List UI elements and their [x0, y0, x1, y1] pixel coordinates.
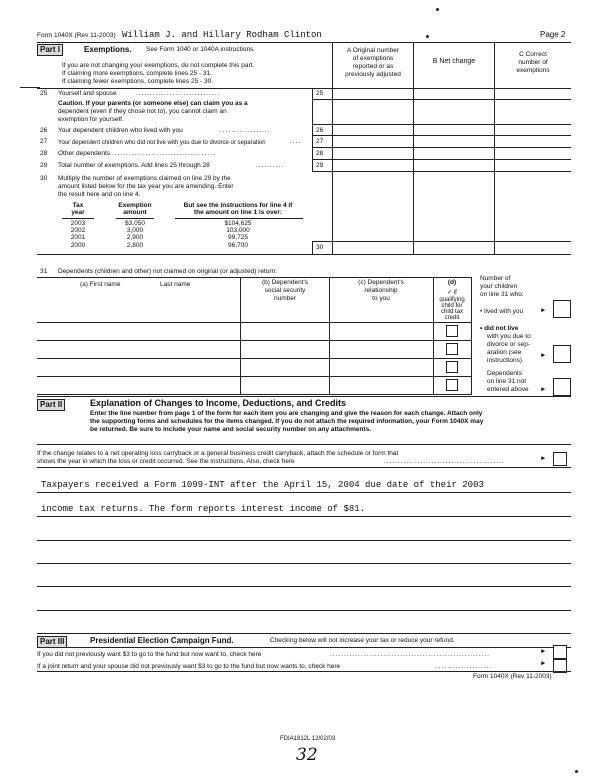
campaign-fund-checkbox[interactable] — [553, 645, 567, 659]
right-notlive-5: instructions). — [487, 357, 524, 364]
pointer-arrow-icon: ► — [540, 660, 547, 667]
line30-text-1: Multiply the number of exemptions claimed on line 29 by the — [58, 175, 231, 182]
col-a-header-4: previously adjusted — [345, 71, 401, 78]
line25-box: 25 — [316, 90, 324, 97]
footer-rule — [37, 671, 571, 672]
caution-2: dependent (even if they chose not to), you cannot claim an — [58, 108, 227, 115]
dot-leader: .................... — [436, 663, 493, 670]
year-row: 2001 — [70, 234, 86, 241]
part3-label: Part III — [37, 636, 67, 648]
explanation-rule — [37, 540, 571, 541]
year-row: 2000 — [70, 242, 86, 249]
grid-line — [312, 147, 571, 148]
col-first-name: (a) First name — [80, 281, 121, 288]
underline — [62, 218, 94, 219]
col-a-header-1: A Original number — [346, 47, 400, 54]
col-d-sub: qualifying — [439, 297, 465, 303]
dot-leader: .......... — [256, 162, 285, 169]
grid-line — [37, 467, 571, 468]
did-not-live-count-box[interactable] — [553, 345, 571, 363]
col-b-header: B Net change — [432, 58, 476, 65]
grid-line — [37, 444, 571, 445]
col-d-sub: child tax — [440, 309, 463, 315]
over-row: 99,725 — [228, 234, 248, 241]
part3-title-note: Checking below will not increase your tax or reduce your refund. — [270, 637, 455, 644]
explanation-rule — [37, 610, 571, 611]
dot-leader: .................. — [220, 127, 271, 134]
grid-line — [37, 322, 471, 323]
right-lived: • lived with you — [480, 308, 524, 315]
qualifying-child-checkbox[interactable] — [446, 325, 458, 337]
col-ssn-1: (b) Dependent's — [261, 279, 309, 286]
explanation-rule — [37, 586, 571, 587]
grid-line — [37, 340, 471, 341]
part2-label: Part II — [37, 399, 65, 411]
grid-line — [312, 159, 571, 160]
col-d: (d) — [447, 279, 457, 286]
grid-line — [312, 241, 571, 242]
dot-leader: .............................. — [136, 90, 221, 97]
col-d-sub: credit — [444, 315, 460, 321]
part1-label: Part I — [37, 44, 63, 56]
grid-line — [37, 647, 571, 648]
line31-num: 31 — [40, 268, 48, 275]
grid-line — [329, 277, 330, 395]
pointer-arrow-icon: ► — [540, 648, 547, 655]
col-rel-3: to you — [372, 295, 390, 302]
col-a-header-3: reported or as — [352, 63, 394, 70]
line25-num: 25 — [40, 90, 48, 97]
col-d-sub: child for — [441, 303, 463, 309]
part1-title: Exemptions. — [84, 45, 132, 54]
grid-line — [37, 394, 471, 395]
line27-text: Your dependent children who did not live with you due to divorce or separation — [58, 140, 266, 146]
col-c-header-1: C Correct — [519, 51, 547, 58]
explanation-rule — [37, 516, 571, 517]
part1-intro-3: If claiming fewer exemptions, complete lines 25 - 30. — [62, 78, 214, 85]
col-c-header-2: number of — [518, 59, 548, 66]
dot-leader: ........................................... — [384, 458, 505, 465]
amount-row: 2,800 — [126, 242, 144, 249]
explanation-line-2: income tax returns. The form reports interest income of $81. — [41, 504, 366, 514]
right-notlive-2: with you due to — [487, 333, 531, 340]
line30-text-2: amount listed below for the tax year you are amending. Enter — [58, 183, 234, 190]
grid-line — [312, 99, 571, 100]
grid-line — [471, 277, 472, 395]
line31-text: Dependents (children and other) not claimed on original (or adjusted) return: — [58, 268, 277, 275]
hdr-note-1: But see the instructions for line 4 if — [183, 202, 293, 209]
carryback-2: shows the year in which the loss or credit occurred. See the instructions. Also, check here — [37, 458, 295, 465]
form-code: FDIA1812L 12/02/03 — [280, 736, 336, 742]
pointer-arrow-icon: ► — [540, 455, 547, 462]
line29-num: 29 — [40, 162, 48, 169]
speck — [436, 8, 439, 11]
dot-leader: .... — [290, 138, 302, 145]
col-rel-2: relationship — [364, 287, 398, 294]
part2-instr-1: Enter the line number from page 1 of the form for each item you are changing and give the reason for each change. Attach only — [90, 410, 483, 417]
speck — [575, 770, 578, 773]
qualifying-child-checkbox[interactable] — [446, 343, 458, 355]
carryback-1: If the change relates to a net operating loss carryback or a general business credit carryback, attach the schedule or form that — [37, 450, 399, 457]
col-d-sub: ✓ if — [447, 290, 457, 296]
grid-line — [433, 277, 434, 395]
amount-row: $3,050 — [125, 220, 145, 227]
page-label: Page 2 — [540, 30, 566, 39]
line27-box: 27 — [316, 138, 324, 145]
line28-text: Other dependents — [58, 150, 111, 157]
explanation-rule — [37, 492, 571, 493]
grid-line — [332, 42, 333, 254]
explanation-rule — [37, 563, 571, 564]
carryback-checkbox[interactable] — [553, 452, 567, 466]
col-c-header-3: exemptions — [516, 67, 550, 74]
grid-line — [312, 135, 571, 136]
line28-box: 28 — [316, 150, 324, 157]
hdr-year-1: Tax — [72, 202, 84, 209]
right-title-3: on line 31 who: — [480, 291, 524, 298]
line27-num: 27 — [40, 138, 48, 145]
line30-box: 30 — [316, 244, 324, 251]
line29-box: 29 — [316, 162, 324, 169]
line30-text-3: the result here and on line 4. — [58, 191, 141, 198]
lived-with-you-count-box[interactable] — [553, 300, 571, 318]
line28-num: 28 — [40, 150, 48, 157]
right-notlive-1: • did not live — [480, 325, 519, 332]
underline — [175, 218, 303, 219]
line26-num: 26 — [40, 127, 48, 134]
pointer-arrow-icon: ► — [540, 307, 547, 314]
hdr-amount-1: Exemption — [118, 202, 152, 209]
right-dep-1: Dependents — [487, 370, 523, 377]
form-label: Form 1040X (Rev 11-2003) — [37, 32, 116, 39]
right-notlive-4: aration (see — [487, 349, 522, 356]
part1-intro-2: If claiming more exemptions, complete lines 25 - 31. — [62, 70, 212, 77]
grid-line — [37, 254, 571, 255]
right-notlive-3: divorce or sep- — [487, 341, 530, 348]
year-row: 2002 — [70, 227, 86, 234]
over-row: 103,000 — [226, 227, 250, 234]
grid-line — [413, 42, 414, 254]
grid-line — [37, 88, 571, 89]
year-row: 2003 — [70, 220, 86, 227]
pointer-arrow-icon: ► — [540, 386, 547, 393]
part3-line-1: If you did not previously want $3 to go to the fund but now want to, check here — [37, 651, 262, 658]
line29-text: Total number of exemptions. Add lines 25 through 28 — [58, 162, 210, 169]
grid-line — [37, 396, 571, 397]
part1-intro-1: If you are not changing your exemptions, do not complete this part. — [62, 62, 255, 69]
grid-line — [240, 277, 241, 395]
line30-num: 30 — [40, 175, 48, 182]
grid-line — [37, 376, 471, 377]
header-rule — [37, 42, 571, 43]
grid-line — [37, 277, 471, 278]
explanation-line-1: Taxpayers received a Form 1099-INT after the April 15, 2004 due date of their 2003 — [41, 480, 484, 490]
caution-3: exemption for yourself. — [58, 116, 124, 123]
footer-form-label: Form 1040X (Rev 11-2003) — [473, 673, 552, 680]
right-title-1: Number of — [480, 275, 511, 282]
part1-title-note: See Form 1040 or 1040A instructions. — [146, 46, 256, 53]
speck — [426, 35, 429, 38]
part3-title: Presidential Election Campaign Fund. — [90, 636, 234, 645]
explanation-rule — [37, 633, 571, 634]
hdr-year-2: year — [71, 209, 85, 216]
col-last-name: Last name — [160, 281, 191, 288]
hdr-note-2: the amount on line 1 is over: — [193, 209, 283, 216]
dot-leader: ......................................................... — [330, 651, 490, 658]
over-row: 96,700 — [228, 242, 248, 249]
grid-line — [312, 171, 571, 172]
right-dep-3: entered above — [487, 386, 529, 393]
col-ssn-3: number — [273, 295, 297, 302]
taxpayer-names: William J. and Hillary Rodham Clinton — [122, 30, 322, 40]
qualifying-child-checkbox[interactable] — [446, 379, 458, 391]
amount-row: 3,000 — [126, 227, 144, 234]
grid-line — [494, 42, 495, 254]
page-number: 32 — [296, 745, 318, 765]
dependents-not-entered-count-box[interactable] — [553, 378, 571, 396]
right-title-2: your children — [480, 283, 518, 290]
underline — [116, 218, 154, 219]
part3-line-2: If a joint return and your spouse did not previously want $3 to go to the fund but now wants to, check here — [37, 663, 341, 670]
qualifying-child-checkbox[interactable] — [446, 361, 458, 373]
line25-text: Yourself and spouse — [58, 90, 117, 97]
grid-line — [312, 124, 571, 125]
grid-line — [37, 358, 471, 359]
hdr-amount-2: amount — [123, 209, 147, 216]
caution-1: Caution. If your parents (or someone else) can claim you as a — [58, 100, 248, 107]
col-ssn-2: social security — [264, 287, 306, 294]
part2-title: Explanation of Changes to Income, Deductions, and Credits — [90, 398, 347, 408]
amount-row: 2,900 — [126, 234, 144, 241]
dot-leader: ..................................... — [112, 150, 216, 157]
line26-box: 26 — [316, 127, 324, 134]
part2-instr-3: be returned. Be sure to include your name and social security number on any attachments. — [90, 426, 372, 433]
col-rel-1: (c) Dependent's — [358, 279, 404, 286]
over-row: $104,625 — [224, 220, 252, 227]
grid-line — [312, 241, 313, 254]
right-dep-2: on line 31 not — [487, 378, 527, 385]
col-a-header-2: of exemptions — [352, 55, 394, 62]
line26-text: Your dependent children who lived with you — [58, 127, 183, 134]
part2-instr-2: the supporting forms and schedules for the items changed. If you do not attach the required information, your Form 1040X may — [90, 418, 484, 425]
pointer-arrow-icon: ► — [540, 352, 547, 359]
